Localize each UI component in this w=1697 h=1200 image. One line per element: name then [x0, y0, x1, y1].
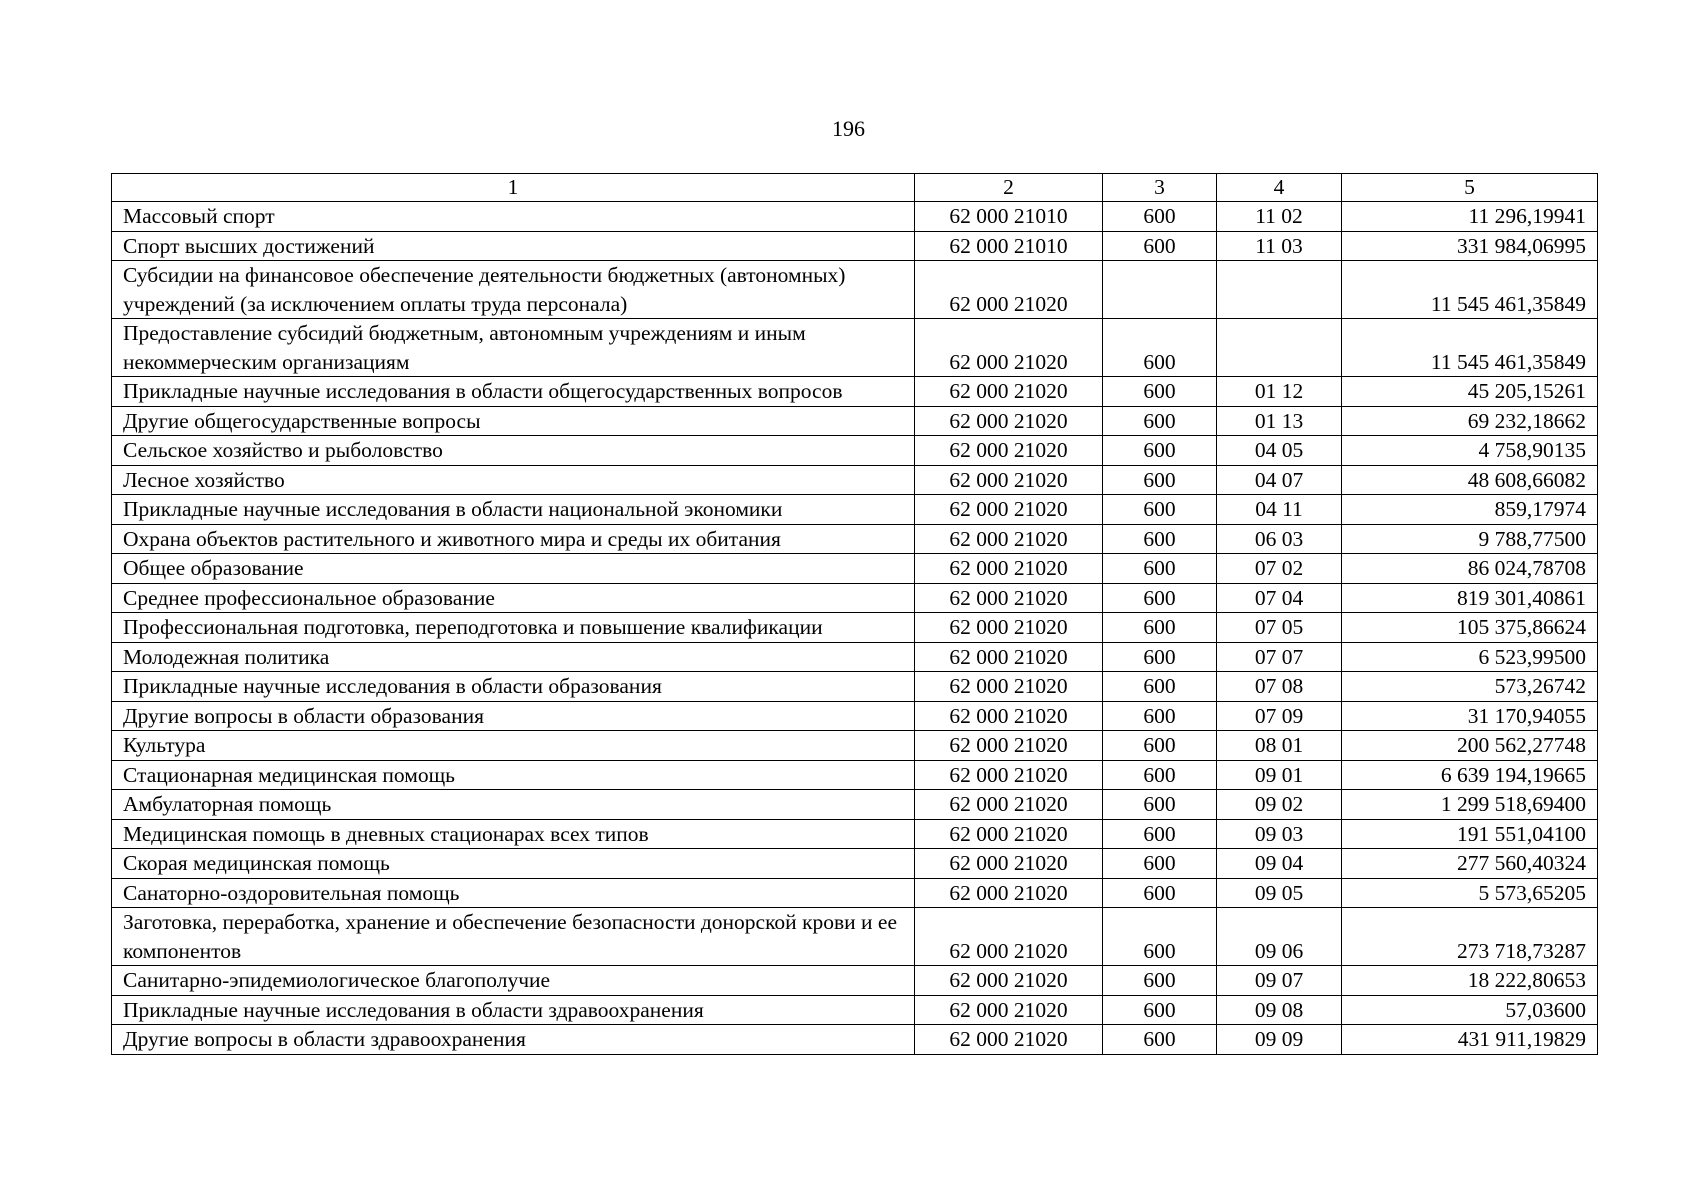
- expense-type-cell: 600: [1103, 406, 1217, 436]
- header-cell: 5: [1342, 174, 1598, 202]
- amount-cell: 431 911,19829: [1342, 1025, 1598, 1055]
- amount-cell: 6 523,99500: [1342, 642, 1598, 672]
- section-subsection-cell: 09 01: [1217, 760, 1342, 790]
- target-article-cell: 62 000 21020: [915, 701, 1103, 731]
- item-name-cell: Среднее профессиональное образование: [112, 583, 915, 613]
- amount-cell: 819 301,40861: [1342, 583, 1598, 613]
- section-subsection-cell: 01 12: [1217, 377, 1342, 407]
- table-row: [112, 995, 1598, 1025]
- amount-cell: 31 170,94055: [1342, 701, 1598, 731]
- header-cell: 4: [1217, 174, 1342, 202]
- item-name-cell: Предоставление субсидий бюджетным, автономным учреждениям и иным некоммерческим организациям: [112, 319, 915, 377]
- expense-type-cell: 600: [1103, 701, 1217, 731]
- target-article-cell: 62 000 21020: [915, 495, 1103, 525]
- amount-cell: 45 205,15261: [1342, 377, 1598, 407]
- item-name-cell: Прикладные научные исследования в области национальной экономики: [112, 495, 915, 525]
- item-name-cell: Профессиональная подготовка, переподготовка и повышение квалификации: [112, 613, 915, 643]
- item-name-cell: Спорт высших достижений: [112, 231, 915, 261]
- section-subsection-cell: 07 04: [1217, 583, 1342, 613]
- section-subsection-cell: 09 02: [1217, 790, 1342, 820]
- table-row: [112, 642, 1598, 672]
- expense-type-cell: 600: [1103, 436, 1217, 466]
- expense-type-cell: 600: [1103, 849, 1217, 879]
- table-row: [112, 1025, 1598, 1055]
- expense-type-cell: 600: [1103, 554, 1217, 584]
- target-article-cell: 62 000 21020: [915, 524, 1103, 554]
- target-article-cell: 62 000 21020: [915, 760, 1103, 790]
- section-subsection-cell: 07 07: [1217, 642, 1342, 672]
- section-subsection-cell: 06 03: [1217, 524, 1342, 554]
- section-subsection-cell: 11 03: [1217, 231, 1342, 261]
- section-subsection-cell: 07 02: [1217, 554, 1342, 584]
- amount-cell: 11 545 461,35849: [1342, 319, 1598, 377]
- target-article-cell: 62 000 21020: [915, 261, 1103, 319]
- budget-table: [111, 173, 1598, 1055]
- table-row: [112, 908, 1598, 966]
- item-name-cell: Санитарно-эпидемиологическое благополучие: [112, 966, 915, 996]
- section-subsection-cell: 04 07: [1217, 465, 1342, 495]
- section-subsection-cell: [1217, 319, 1342, 377]
- target-article-cell: 62 000 21020: [915, 377, 1103, 407]
- table-row: [112, 495, 1598, 525]
- amount-cell: 573,26742: [1342, 672, 1598, 702]
- amount-cell: 69 232,18662: [1342, 406, 1598, 436]
- amount-cell: 9 788,77500: [1342, 524, 1598, 554]
- target-article-cell: 62 000 21020: [915, 966, 1103, 996]
- table-row: [112, 966, 1598, 996]
- amount-cell: 11 545 461,35849: [1342, 261, 1598, 319]
- table-row: [112, 819, 1598, 849]
- table-row: [112, 319, 1598, 377]
- table-row: [112, 231, 1598, 261]
- table-row: [112, 465, 1598, 495]
- section-subsection-cell: 09 06: [1217, 908, 1342, 966]
- expense-type-cell: 600: [1103, 319, 1217, 377]
- item-name-cell: Прикладные научные исследования в области образования: [112, 672, 915, 702]
- amount-cell: 48 608,66082: [1342, 465, 1598, 495]
- target-article-cell: 62 000 21020: [915, 908, 1103, 966]
- table-row: [112, 849, 1598, 879]
- amount-cell: 191 551,04100: [1342, 819, 1598, 849]
- section-subsection-cell: 09 03: [1217, 819, 1342, 849]
- target-article-cell: 62 000 21010: [915, 231, 1103, 261]
- item-name-cell: Амбулаторная помощь: [112, 790, 915, 820]
- amount-cell: 277 560,40324: [1342, 849, 1598, 879]
- expense-type-cell: 600: [1103, 908, 1217, 966]
- page-number: 196: [832, 116, 865, 141]
- target-article-cell: 62 000 21020: [915, 642, 1103, 672]
- section-subsection-cell: 09 08: [1217, 995, 1342, 1025]
- item-name-cell: Стационарная медицинская помощь: [112, 760, 915, 790]
- expense-type-cell: 600: [1103, 231, 1217, 261]
- section-subsection-cell: 07 05: [1217, 613, 1342, 643]
- table-row: [112, 701, 1598, 731]
- section-subsection-cell: 09 07: [1217, 966, 1342, 996]
- expense-type-cell: 600: [1103, 465, 1217, 495]
- amount-cell: 200 562,27748: [1342, 731, 1598, 761]
- table-row: [112, 731, 1598, 761]
- amount-cell: 6 639 194,19665: [1342, 760, 1598, 790]
- expense-type-cell: 600: [1103, 377, 1217, 407]
- expense-type-cell: [1103, 261, 1217, 319]
- amount-cell: 4 758,90135: [1342, 436, 1598, 466]
- item-name-cell: Сельское хозяйство и рыболовство: [112, 436, 915, 466]
- amount-cell: 105 375,86624: [1342, 613, 1598, 643]
- target-article-cell: 62 000 21020: [915, 583, 1103, 613]
- table-row: [112, 406, 1598, 436]
- amount-cell: 11 296,19941: [1342, 202, 1598, 232]
- item-name-cell: Скорая медицинская помощь: [112, 849, 915, 879]
- header-cell: 2: [915, 174, 1103, 202]
- amount-cell: 331 984,06995: [1342, 231, 1598, 261]
- section-subsection-cell: 09 09: [1217, 1025, 1342, 1055]
- item-name-cell: Субсидии на финансовое обеспечение деятельности бюджетных (автономных) учреждений (за исключением оплаты труда персонала): [112, 261, 915, 319]
- expense-type-cell: 600: [1103, 995, 1217, 1025]
- expense-type-cell: 600: [1103, 524, 1217, 554]
- item-name-cell: Охрана объектов растительного и животного мира и среды их обитания: [112, 524, 915, 554]
- section-subsection-cell: 08 01: [1217, 731, 1342, 761]
- section-subsection-cell: 09 05: [1217, 878, 1342, 908]
- expense-type-cell: 600: [1103, 613, 1217, 643]
- table-row: [112, 583, 1598, 613]
- expense-type-cell: 600: [1103, 495, 1217, 525]
- amount-cell: 859,17974: [1342, 495, 1598, 525]
- target-article-cell: 62 000 21020: [915, 819, 1103, 849]
- expense-type-cell: 600: [1103, 819, 1217, 849]
- table-row: [112, 790, 1598, 820]
- target-article-cell: 62 000 21020: [915, 436, 1103, 466]
- amount-cell: 86 024,78708: [1342, 554, 1598, 584]
- expense-type-cell: 600: [1103, 642, 1217, 672]
- section-subsection-cell: 07 08: [1217, 672, 1342, 702]
- section-subsection-cell: 04 11: [1217, 495, 1342, 525]
- expense-type-cell: 600: [1103, 760, 1217, 790]
- item-name-cell: Другие вопросы в области образования: [112, 701, 915, 731]
- section-subsection-cell: 09 04: [1217, 849, 1342, 879]
- table-row: [112, 524, 1598, 554]
- item-name-cell: Прикладные научные исследования в области общегосударственных вопросов: [112, 377, 915, 407]
- target-article-cell: 62 000 21020: [915, 465, 1103, 495]
- expense-type-cell: 600: [1103, 878, 1217, 908]
- expense-type-cell: 600: [1103, 672, 1217, 702]
- amount-cell: 57,03600: [1342, 995, 1598, 1025]
- table-body: [112, 174, 1598, 1055]
- expense-type-cell: 600: [1103, 731, 1217, 761]
- target-article-cell: 62 000 21020: [915, 995, 1103, 1025]
- item-name-cell: Культура: [112, 731, 915, 761]
- table-row: [112, 760, 1598, 790]
- section-subsection-cell: [1217, 261, 1342, 319]
- target-article-cell: 62 000 21020: [915, 731, 1103, 761]
- table-row: [112, 377, 1598, 407]
- target-article-cell: 62 000 21020: [915, 878, 1103, 908]
- amount-cell: 273 718,73287: [1342, 908, 1598, 966]
- target-article-cell: 62 000 21010: [915, 202, 1103, 232]
- item-name-cell: Другие общегосударственные вопросы: [112, 406, 915, 436]
- item-name-cell: Лесное хозяйство: [112, 465, 915, 495]
- target-article-cell: 62 000 21020: [915, 790, 1103, 820]
- expense-type-cell: 600: [1103, 202, 1217, 232]
- item-name-cell: Молодежная политика: [112, 642, 915, 672]
- target-article-cell: 62 000 21020: [915, 406, 1103, 436]
- expense-type-cell: 600: [1103, 790, 1217, 820]
- item-name-cell: Заготовка, переработка, хранение и обеспечение безопасности донорской крови и ее компонентов: [112, 908, 915, 966]
- table-header-row: [112, 174, 1598, 202]
- target-article-cell: 62 000 21020: [915, 319, 1103, 377]
- section-subsection-cell: 01 13: [1217, 406, 1342, 436]
- item-name-cell: Медицинская помощь в дневных стационарах всех типов: [112, 819, 915, 849]
- table-row: [112, 261, 1598, 319]
- header-cell: 1: [112, 174, 915, 202]
- table-row: [112, 554, 1598, 584]
- item-name-cell: Санаторно-оздоровительная помощь: [112, 878, 915, 908]
- amount-cell: 18 222,80653: [1342, 966, 1598, 996]
- section-subsection-cell: 07 09: [1217, 701, 1342, 731]
- target-article-cell: 62 000 21020: [915, 849, 1103, 879]
- table-row: [112, 613, 1598, 643]
- amount-cell: 1 299 518,69400: [1342, 790, 1598, 820]
- target-article-cell: 62 000 21020: [915, 613, 1103, 643]
- item-name-cell: Прикладные научные исследования в области здравоохранения: [112, 995, 915, 1025]
- item-name-cell: Другие вопросы в области здравоохранения: [112, 1025, 915, 1055]
- section-subsection-cell: 11 02: [1217, 202, 1342, 232]
- table-row: [112, 202, 1598, 232]
- target-article-cell: 62 000 21020: [915, 1025, 1103, 1055]
- table-row: [112, 878, 1598, 908]
- item-name-cell: Общее образование: [112, 554, 915, 584]
- target-article-cell: 62 000 21020: [915, 672, 1103, 702]
- expense-type-cell: 600: [1103, 1025, 1217, 1055]
- section-subsection-cell: 04 05: [1217, 436, 1342, 466]
- table-row: [112, 672, 1598, 702]
- item-name-cell: Массовый спорт: [112, 202, 915, 232]
- header-cell: 3: [1103, 174, 1217, 202]
- amount-cell: 5 573,65205: [1342, 878, 1598, 908]
- table-row: [112, 436, 1598, 466]
- expense-type-cell: 600: [1103, 966, 1217, 996]
- expense-type-cell: 600: [1103, 583, 1217, 613]
- target-article-cell: 62 000 21020: [915, 554, 1103, 584]
